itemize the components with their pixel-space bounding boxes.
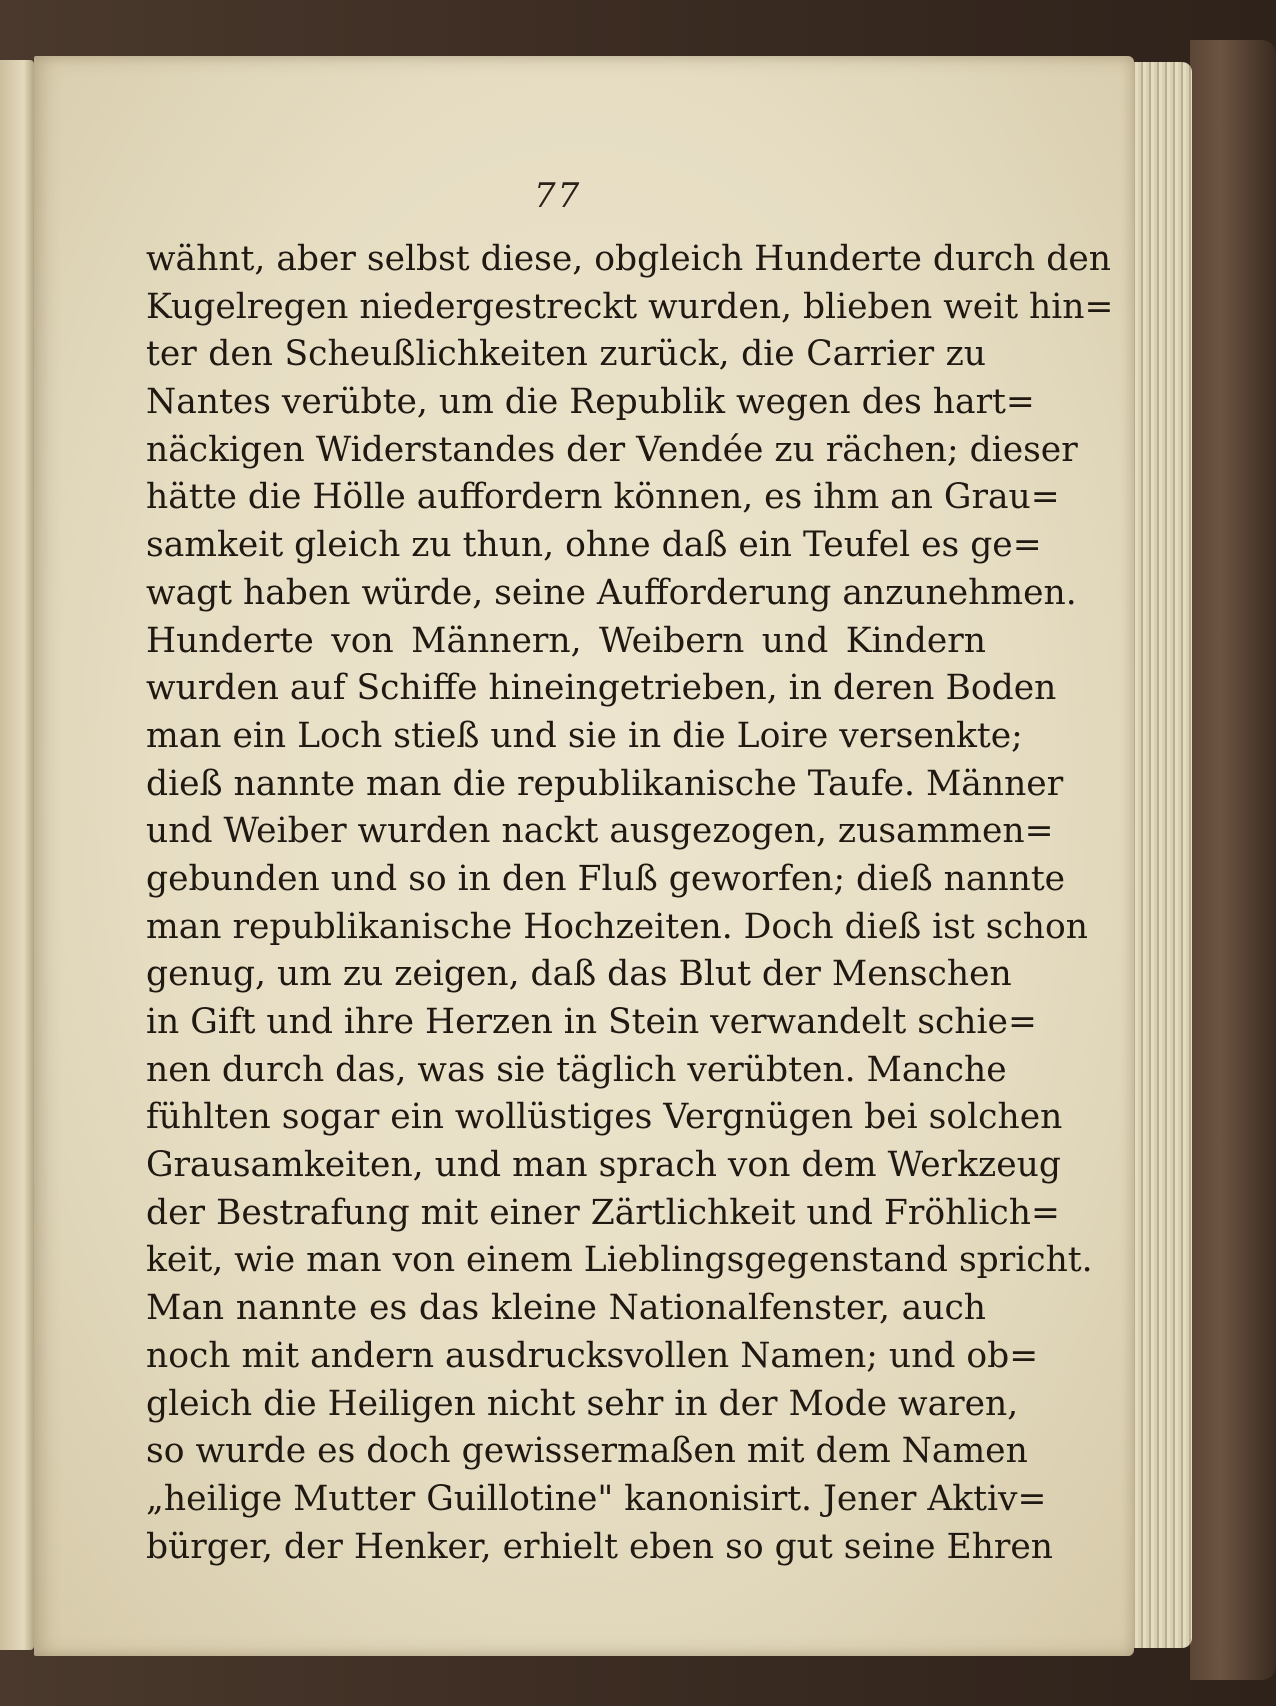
text-line: Hunderte von Männern, Weibern und Kindern xyxy=(146,620,986,661)
text-line: Kugelregen niedergestreckt wurden, blieben weit hin= xyxy=(146,286,1114,327)
book-cover-edge xyxy=(1190,40,1276,1680)
text-line: der Bestrafung mit einer Zärtlichkeit und Fröhlich= xyxy=(146,1192,1060,1233)
text-line: noch mit andern ausdrucksvollen Namen; und ob= xyxy=(146,1335,1039,1376)
text-line: Man nannte es das kleine Nationalfenster, auch xyxy=(146,1288,986,1329)
text-line: keit, wie man von einem Lieblingsgegenstand spricht. xyxy=(146,1240,1093,1281)
text-line: wurden auf Schiffe hineingetrieben, in deren Boden xyxy=(146,668,1057,709)
text-line: bürger, der Henker, erhielt eben so gut seine Ehren xyxy=(146,1526,1053,1567)
text-line: wagt haben würde, seine Aufforderung anzunehmen. xyxy=(146,572,1077,613)
facing-page-edge xyxy=(0,60,34,1650)
text-line: gebunden und so in den Fluß geworfen; dieß nannte xyxy=(146,858,1066,899)
text-line: nen durch das, was sie täglich verübten. Manche xyxy=(146,1049,1007,1090)
text-line: samkeit gleich zu thun, ohne daß ein Teufel es ge= xyxy=(146,525,1042,566)
text-line: gleich die Heiligen nicht sehr in der Mode waren, xyxy=(146,1383,1019,1424)
text-line: „heilige Mutter Guillotine" kanonisirt. Jener Aktiv= xyxy=(146,1478,1047,1519)
text-line: ter den Scheußlichkeiten zurück, die Carrier zu xyxy=(146,334,986,375)
text-line: Grausamkeiten, und man sprach von dem Werkzeug xyxy=(146,1145,1061,1186)
text-line: fühlten sogar ein wollüstiges Vergnügen bei solchen xyxy=(146,1097,1063,1138)
text-line: Nantes verübte, um die Republik wegen des hart= xyxy=(146,382,1035,423)
text-line: wähnt, aber selbst diese, obgleich Hunderte durch den xyxy=(146,239,1111,279)
text-line: und Weiber wurden nackt ausgezogen, zusammen= xyxy=(146,811,1054,852)
text-line: hätte die Hölle auffordern können, es ihm an Grau= xyxy=(146,477,1060,518)
text-line: dieß nannte man die republikanische Taufe. Männer xyxy=(146,763,1064,804)
text-line: genug, um zu zeigen, daß das Blut der Menschen xyxy=(146,954,1012,995)
page-text xyxy=(146,236,1114,1571)
page-number: 77 xyxy=(534,176,582,216)
book-page xyxy=(34,56,1134,1656)
text-line: näckigen Widerstandes der Vendée zu rächen; dieser xyxy=(146,429,1078,470)
text-line: man ein Loch stieß und sie in die Loire versenkte; xyxy=(146,715,1023,756)
page-edges xyxy=(1130,62,1192,1648)
text-line: in Gift und ihre Herzen in Stein verwandelt schie= xyxy=(146,1002,1037,1042)
text-line: so wurde es doch gewissermaßen mit dem Namen xyxy=(146,1431,1028,1472)
text-line: man republikanische Hochzeiten. Doch dieß ist schon xyxy=(146,906,1088,947)
